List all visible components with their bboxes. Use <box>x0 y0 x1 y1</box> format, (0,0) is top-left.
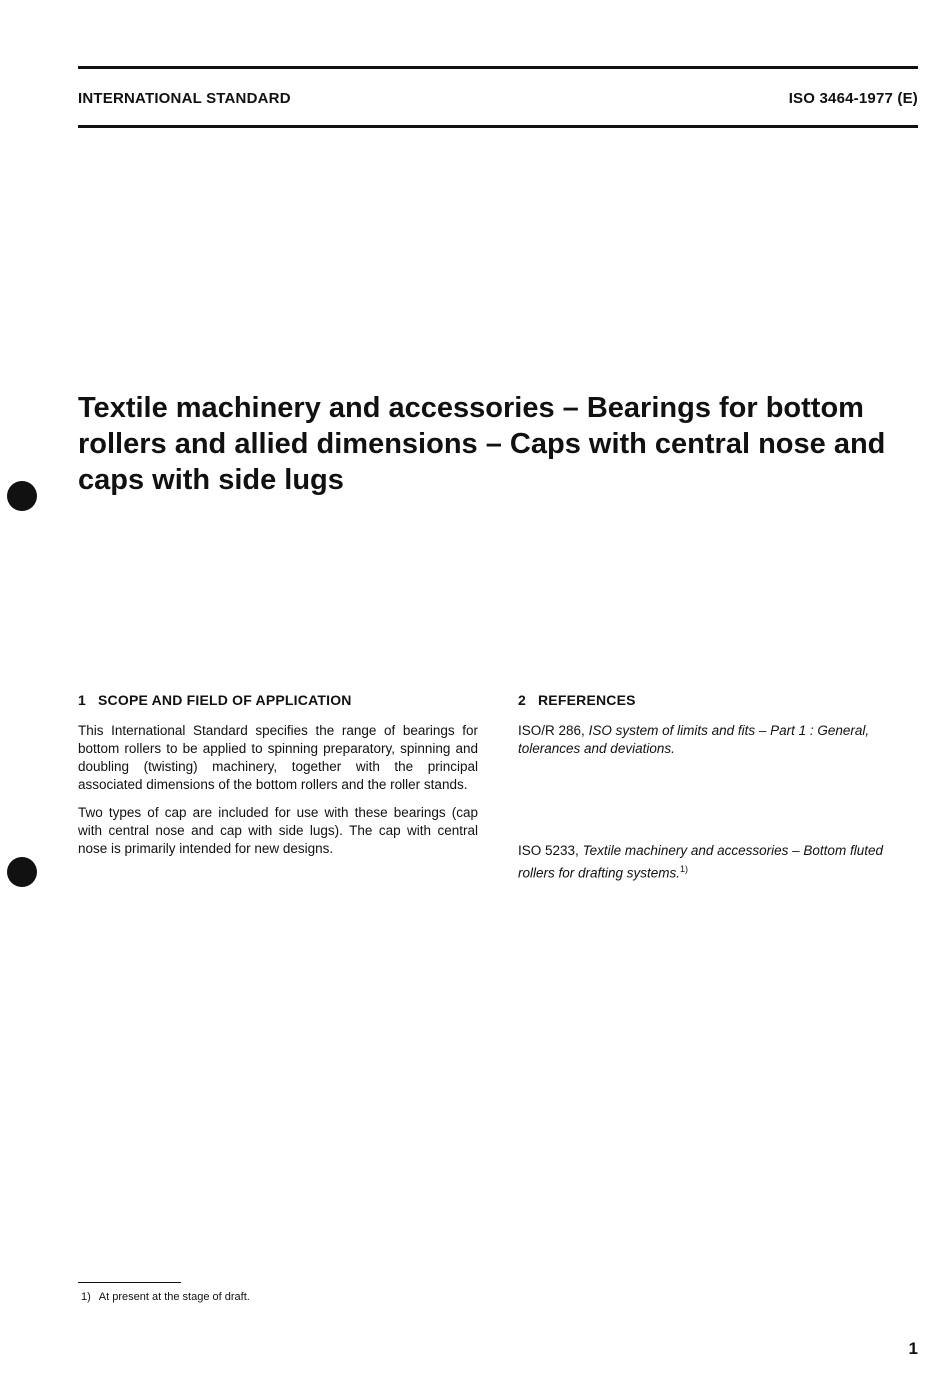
section-references <box>518 692 918 883</box>
reference-iso-5233 <box>518 842 918 883</box>
section-title: REFERENCES <box>538 692 636 708</box>
scope-paragraph-2: Two types of cap are included for use with these bearings (cap with central nose and cap with side lugs). The cap with central nose is primarily intended for new designs. <box>78 805 478 856</box>
page-number: 1 <box>908 1339 918 1358</box>
section-heading <box>78 692 478 708</box>
header-standard-label: INTERNATIONAL STANDARD <box>78 90 291 107</box>
title-line-2: rollers and allied dimensions – Caps with central nose and <box>78 428 886 460</box>
section-heading <box>518 692 918 708</box>
title-line-1: Textile machinery and accessories – Bearings for bottom <box>78 392 864 424</box>
footnote-marker: 1) <box>81 1291 91 1303</box>
document-title <box>78 390 908 498</box>
punch-hole-mark <box>7 481 37 511</box>
header-top-rule <box>78 66 918 69</box>
footnote-reference: 1) <box>680 864 689 874</box>
section-title: SCOPE AND FIELD OF APPLICATION <box>98 692 352 708</box>
scope-paragraph-1: This International Standard specifies the range of bearings for bottom rollers to be applied to spinning preparatory, spinning and doubling (twisting) machinery, together with the principal associated dimensions of the bottom rollers and the roller stands. <box>78 723 478 792</box>
header-document-number: ISO 3464-1977 (E) <box>788 90 918 107</box>
footnote-rule <box>78 1282 181 1283</box>
reference-iso-r-286 <box>518 722 918 758</box>
reference-title: ISO system of limits and fits – Part 1 : General, tolerances and deviations. <box>518 723 870 756</box>
section-number: 2 <box>518 692 526 708</box>
header-bottom-rule <box>78 125 918 128</box>
reference-code: ISO 5233, <box>518 843 579 858</box>
reference-code: ISO/R 286, <box>518 723 585 738</box>
reference-title: Textile machinery and accessories – Bottom fluted rollers for drafting systems. <box>518 843 883 881</box>
footnote <box>81 1291 250 1303</box>
section-number: 1 <box>78 692 86 708</box>
section-scope <box>78 692 478 868</box>
title-line-3: caps with side lugs <box>78 464 344 496</box>
punch-hole-mark <box>7 857 37 887</box>
footnote-text: At present at the stage of draft. <box>98 1291 250 1303</box>
